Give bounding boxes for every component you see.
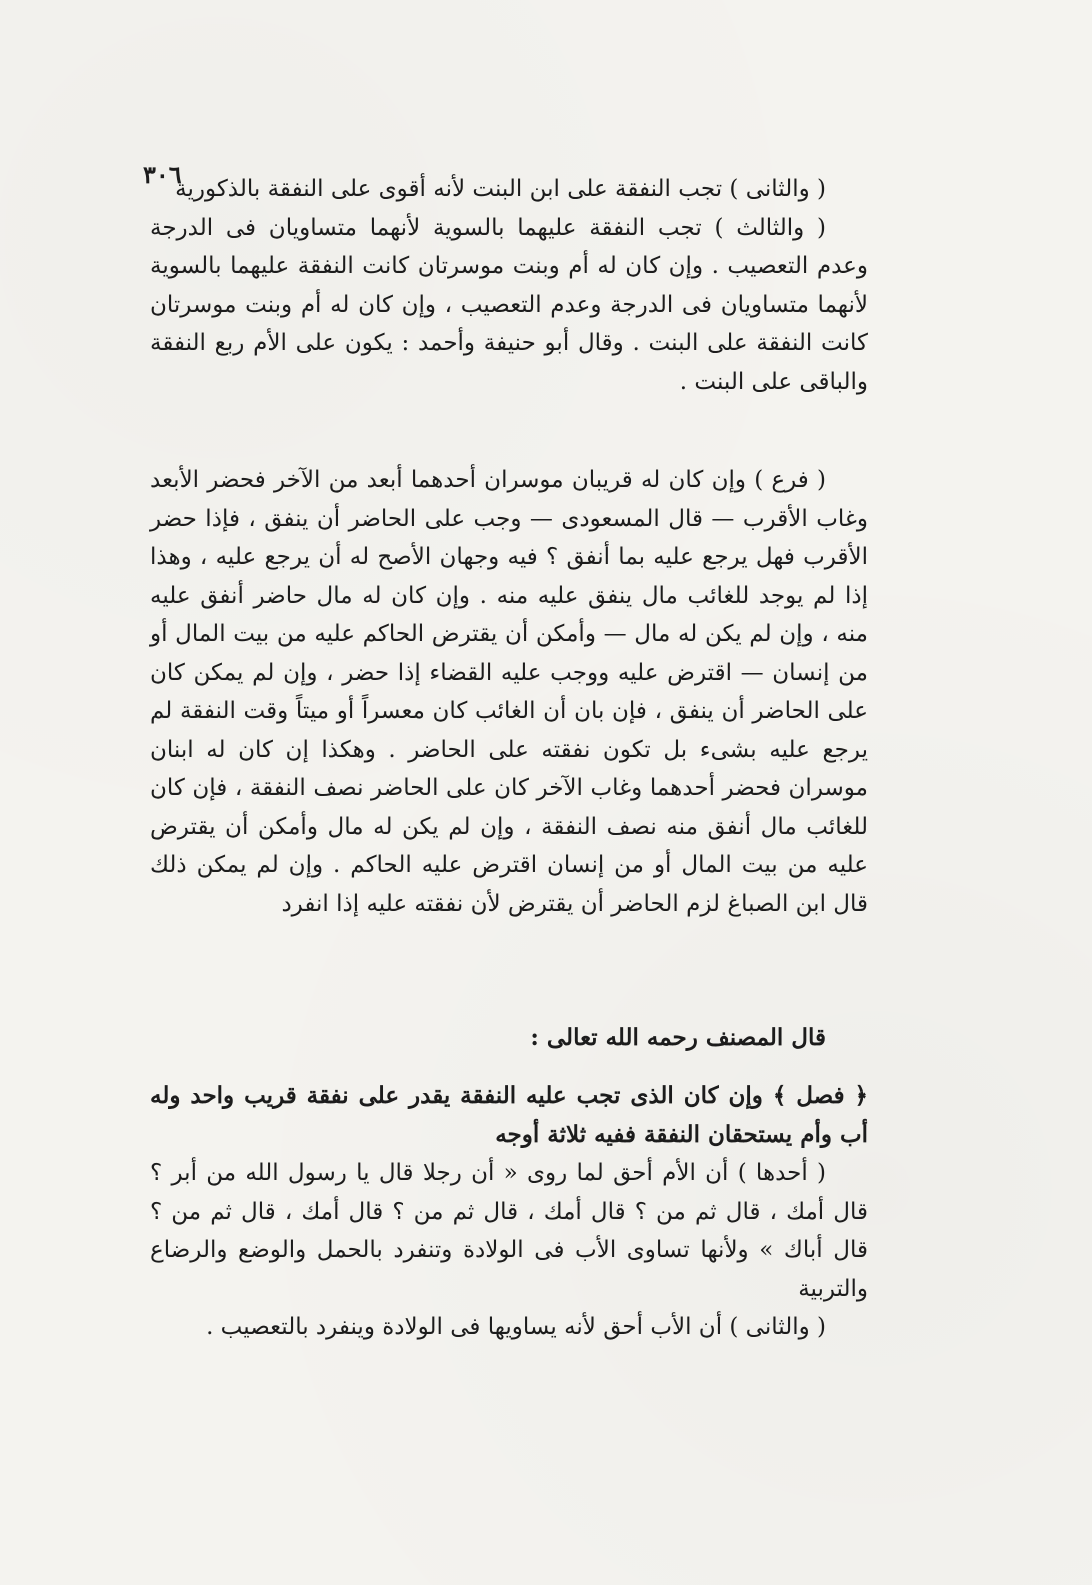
- paragraph-first-view: ( أحدها ) أن الأم أحق لما روى « أن رجلا قال يا رسول الله من أبر ؟ قال أمك ، قال ثم من ؟ قال أمك ، قال ثم من ؟ قال أمك ، قال ثم من ؟ قال أباك » ولأنها تساوى الأب فى الولادة وتنفرد بالحمل والوضع والرضاع والتربية: [150, 1160, 868, 1302]
- paragraph-second-view: ( والثانى ) أن الأب أحق لأنه يساويها فى الولادة وينفرد بالتعصيب .: [206, 1314, 826, 1340]
- author-says-heading: قال المصنف رحمه الله تعالى :: [530, 1024, 826, 1051]
- paragraph-branch: ( فرع ) وإن كان له قريبان موسران أحدهما أبعد من الآخر فحضر الأبعد وغاب الأقرب — قال المسعودى — وجب على الحاضر أن ينفق ، فإذا حضر الأقرب فهل يرجع عليه بما أنفق ؟ فيه وجهان الأصح له أن يرجع عليه ، وهذا إذا لم يوجد للغائب مال ينفق عليه منه . وإن كان له مال حاضر أنفق عليه منه ، وإن لم يكن له مال — وأمكن أن يقترض الحاكم عليه من بيت المال أو من إنسان — اقترض عليه ووجب عليه القضاء إذا حضر ، وإن لم يمكن كان على الحاضر أن ينفق ، فإن بان أن الغائب كان معسراً أو ميتاً وقت النفقة لم يرجع عليه بشىء بل تكون نفقته على الحاضر . وهكذا إن كان له ابنان موسران فحضر أحدهما وغاب الآخر كان على الحاضر نصف النفقة ، فإن كان للغائب مال أنفق منه نصف النفقة ، وإن لم يكن له مال وأمكن أن يقترض عليه من بيت المال أو من إنسان اقترض عليه الحاكم . وإن لم يمكن ذلك قال ابن الصباغ لزم الحاضر أن يقترض لأن نفقته عليه إذا انفرد: [150, 467, 868, 917]
- paragraph-group-2: [150, 461, 868, 923]
- paragraph-group-3: [150, 1019, 868, 1058]
- paragraph-group-1: [150, 170, 868, 401]
- paragraph-group-4: [150, 1077, 868, 1347]
- paragraph-third-opinion: ( والثالث ) تجب النفقة عليهما بالسوية لأنهما متساويان فى الدرجة وعدم التعصيب . وإن كان له أم وبنت موسرتان كانت النفقة عليهما بالسوية لأنهما متساويان فى الدرجة وعدم التعصيب ، وإن كان له أم وبنت موسرتان كانت النفقة على البنت . وقال أبو حنيفة وأحمد : يكون على الأم ربع النفقة والباقى على البنت .: [150, 214, 868, 395]
- paragraph-section: ﴿ فصل ﴾ وإن كان الذى تجب عليه النفقة يقدر على نفقة قريب واحد وله أب وأم يستحقان النفقة ففيه ثلاثة أوجه: [150, 1082, 868, 1148]
- page-number: ٣٠٦: [143, 160, 182, 189]
- paragraph-second-opinion: ( والثانى ) تجب النفقة على ابن البنت لأنه أقوى على النفقة بالذكورية: [175, 176, 826, 202]
